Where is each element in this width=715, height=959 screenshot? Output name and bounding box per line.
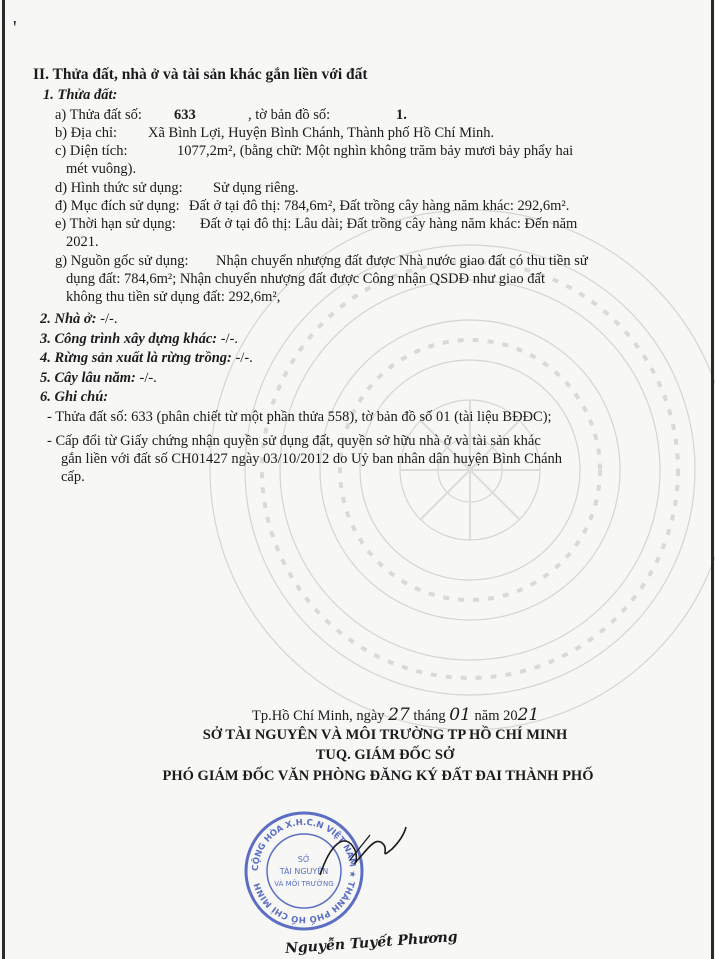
month-label: tháng (413, 708, 446, 724)
date-year-suffix: 21 (517, 705, 540, 725)
origin-line-3: không thu tiền sử dụng đất: 292,6m², (66, 289, 281, 305)
date-day: 27 (388, 705, 410, 725)
seal-ring-text: CỘNG HÒA X.H.C.N VIỆT NAM ★ THÀNH PHỐ HỒ CHÍ MINH (250, 817, 358, 925)
area-label: c) Diện tích: (55, 143, 128, 159)
issuing-organization: SỞ TÀI NGUYÊN VÀ MÔI TRƯỜNG TP HỒ CHÍ MINH (202, 727, 568, 743)
address-value: Xã Bình Lợi, Huyện Bình Chánh, Thành phố Hồ Chí Minh. (148, 125, 495, 141)
forest-value: -/-. (235, 350, 253, 366)
handwritten-signature (297, 815, 410, 895)
seal-center-line-2: TÀI NGUYÊN (279, 867, 329, 876)
construction-row (40, 331, 238, 348)
note-line-4: cấp. (61, 469, 85, 485)
parcel-number-label: a) Thửa đất số: (55, 107, 142, 123)
section-title: II. Thửa đất, nhà ở và tài sản khác gắn liền với đất (33, 66, 368, 83)
perennial-row (40, 370, 157, 387)
date-month: 01 (449, 705, 471, 725)
place-date-prefix: Tp.Hồ Chí Minh, ngày (252, 708, 385, 724)
house-value: -/-. (100, 311, 118, 327)
construction-heading: 3. Công trình xây dựng khác: (40, 331, 218, 347)
origin-label: g) Nguồn gốc sử dụng: (55, 253, 189, 269)
house-heading: 2. Nhà ở: (40, 311, 97, 327)
map-sheet-label: , tờ bản đồ số: (248, 107, 331, 123)
construction-value: -/-. (220, 331, 239, 347)
land-parcel-heading: 1. Thửa đất: (43, 87, 118, 103)
origin-line-1: Nhận chuyển nhượng đất được Nhà nước giao đất có thu tiền sử (216, 253, 588, 269)
seal-center-line-1: SỞ (297, 855, 311, 864)
corner-mark: ' (13, 17, 17, 39)
authorization-line: TUQ. GIÁM ĐỐC SỞ (315, 747, 455, 763)
usage-term-label: e) Thời hạn sử dụng: (55, 216, 176, 232)
usage-purpose-value: Đất ở tại đô thị: 784,6m², Đất trồng cây hàng năm khác: 292,6m². (189, 198, 570, 214)
notes-heading: 6. Ghi chú: (40, 389, 109, 405)
forest-heading: 4. Rừng sản xuất là rừng trồng: (40, 350, 232, 366)
usage-purpose-label: đ) Mục đích sử dụng: (55, 198, 180, 214)
note-line-2: - Cấp đổi từ Giấy chứng nhận quyền sử dụng đất, quyền sở hữu nhà ở và tài sản khác (47, 433, 541, 449)
perennial-value: -/-. (139, 370, 157, 386)
area-value-cont: mét vuông). (66, 161, 137, 177)
origin-line-2: dụng đất: 784,6m²; Nhận chuyển nhượng đất được Công nhận QSDĐ như giao đất (66, 271, 546, 287)
usage-term-value-cont: 2021. (66, 234, 99, 250)
house-row (40, 311, 117, 328)
address-label: b) Địa chỉ: (55, 125, 118, 141)
parcel-number-value: 633 (174, 107, 196, 123)
place-date (252, 707, 539, 725)
seal-center-line-3: VÀ MÔI TRƯỜNG (274, 880, 334, 888)
forest-row (40, 350, 253, 367)
note-line-1: - Thửa đất số: 633 (phân chiết từ một phần thửa 558), tờ bản đồ số 01 (tài liệu BĐĐC); (47, 409, 552, 425)
note-line-3: gắn liền với đất số CH01427 ngày 03/10/2012 do Uỷ ban nhân dân huyện Bình Chánh (61, 451, 563, 467)
perennial-heading: 5. Cây lâu năm: (40, 370, 136, 386)
area-value: 1077,2m², (bằng chữ: Một nghìn không trăm bảy mươi bảy phẩy hai (177, 143, 574, 159)
map-sheet-value: 1. (396, 107, 407, 123)
year-label: năm 20 (474, 708, 518, 724)
signer-title: PHÓ GIÁM ĐỐC VĂN PHÒNG ĐĂNG KÝ ĐẤT ĐAI THÀNH PHỐ (162, 768, 594, 784)
usage-form-value: Sử dụng riêng. (213, 180, 299, 196)
usage-term-value: Đất ở tại đô thị: Lâu dài; Đất trồng cây hàng năm khác: Đến năm (200, 216, 578, 232)
signer-name: Nguyễn Tuyết Phương (284, 928, 459, 958)
usage-form-label: d) Hình thức sử dụng: (55, 180, 183, 196)
